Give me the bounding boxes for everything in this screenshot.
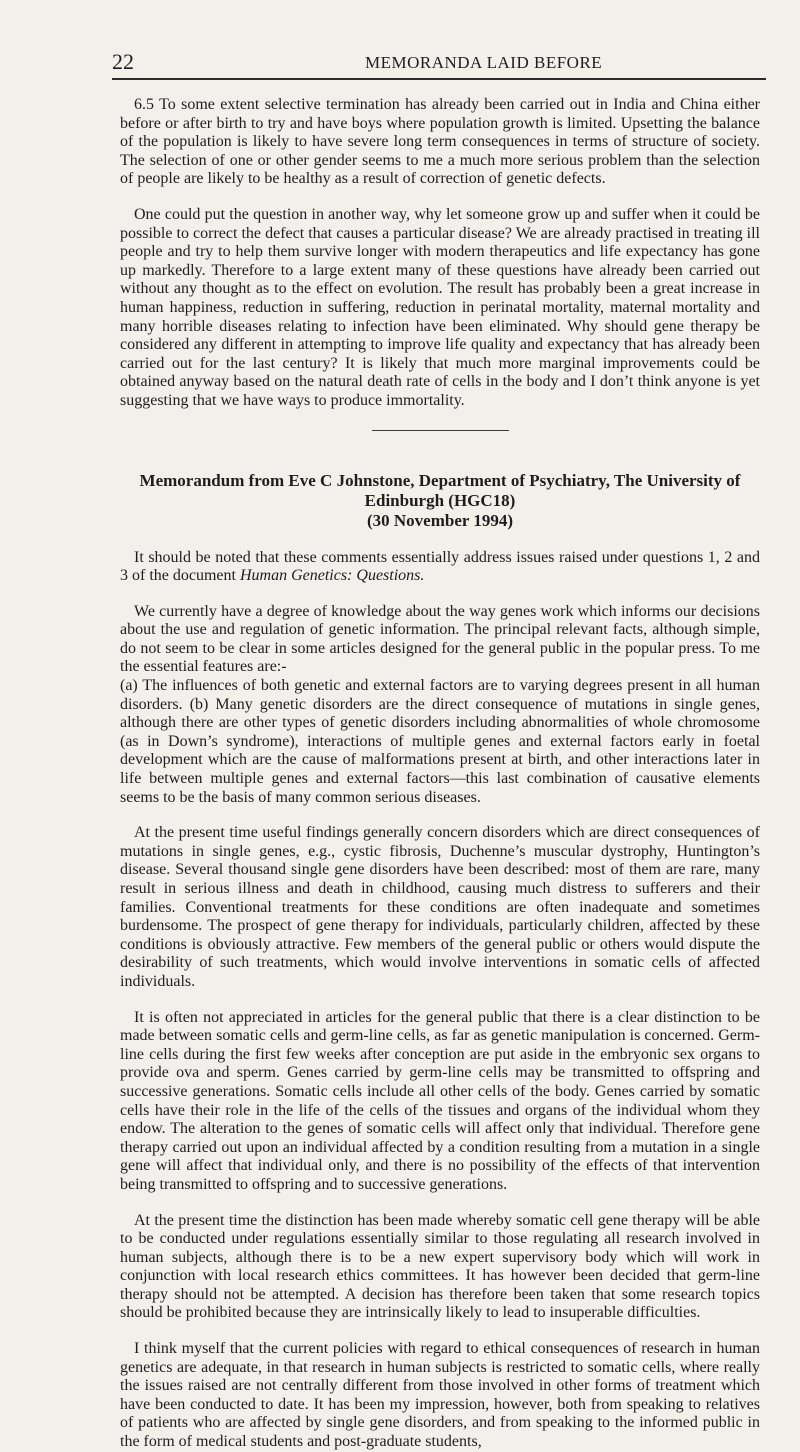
paragraph: At the present time the distinction has been made whereby somatic cell gene therapy will be able to be conducted under regulations essentially similar to those regulating all research involved in human subjects, although there is to be a new expert supervisory body which will work in conjunction with local research ethics committees. It has however been decided that germ-line therapy should not be attempted. A decision has therefore been taken that some research topics should be prohibited because they are intrinsically likely to lead to insuperable difficulties. [120,1211,760,1322]
paragraph: It is often not appreciated in articles for the general public that there is a clear distinction to be made between somatic cells and germ-line cells, as far as genetic manipulation is concerned. Germ-line cells during the first few weeks after conception are put aside in the embryonic sex organs to provide ova and sperm. Genes carried by germ-line cells may be transmitted to offspring and successive generations. Somatic cells include all other cells of the body. Genes carried by somatic cells have their role in the life of the cells of the tissues and organs of the individual whom they endow. The alteration to the genes of somatic cells will affect only that individual. Therefore gene therapy carried out upon an individual affected by a condition resulting from a mutation in a single gene will affect that individual only, and there is no possibility of the effects of that intervention being transmitted to offspring and to successive generations. [120,1008,760,1193]
running-head: MEMORANDA LAID BEFORE [365,53,603,72]
document-title: Human Genetics: Questions. [239,567,425,585]
header-rule [112,78,766,80]
paragraph: One could put the question in another way, why let someone grow up and suffer when it could be possible to correct the defect that causes a particular disease? We are already practised in treating ill people and try to help them survive longer with modern therapeutics and life expectancy has gone up markedly. Therefore to a large extent many of these questions have already been carried out without any thought as to the effect on evolution. The result has probably been a great increase in human happiness, reduction in suffering, reduction in perinatal mortality, maternal mortality and many horrible diseases relating to infection have been eliminated. Why should gene therapy be considered any different in attempting to improve life quality and expectancy that has already been carried out for the last century? It is likely that much more marginal improvements could be obtained anyway based on the natural death rate of cells in the body and I don’t think anyone is yet suggesting that we have ways to produce immortality. [120,205,760,409]
paragraph-6-5: 6.5 To some extent selective termination has already been carried out in India and China either before or after birth to try and have boys where population growth is limited. Upsetting the balance of the population is likely to have severe long term consequences in terms of structure of society. The selection of one or other gender seems to me a much more serious problem than the selection of people are likely to be healthy as a result of correction of genetic defects. [120,96,760,188]
page-header [112,50,766,84]
page-number: 22 [112,49,134,74]
section-divider [372,430,509,431]
memorandum-date: (30 November 1994) [366,510,514,530]
paragraph: (a) The influences of both genetic and external factors are to varying degrees present in all human disorders. (b) Many genetic disorders are the direct consequence of mutations in single genes, although there are other types of genetic disorders including abnormalities of whole chromosome (as in Down’s syndrome), interactions of multiple genes and external factors early in foetal development which are the cause of malformations present at birth, and other interactions later in life between multiple genes and external factors—this last combination of causative elements seems to be the basis of many common serious diseases. [120,677,760,806]
paragraph-text: It should be noted that these comments essentially address issues raised under questions 1, 2 and 3 of the document [120,548,760,585]
paragraph: At the present time useful findings generally concern disorders which are direct consequences of mutations in single genes, e.g., cystic fibrosis, Duchenne’s muscular dystrophy, Huntington’s disease. Several thousand single gene disorders have been described: most of them are rare, many result in serious illness and death in childhood, causing much distress to sufferers and their families. Conventional treatments for these conditions are often inadequate and sometimes burdensome. The prospect of gene therapy for individuals, particularly children, affected by these conditions is obviously attractive. Few members of the general public or others would dispute the desirability of such treatments, which would involve interventions in somatic cells of affected individuals. [120,824,760,990]
paragraph: We currently have a degree of knowledge about the way genes work which informs our decisions about the use and regulation of genetic information. The principal relevant facts, although simple, do not seem to be clear in some articles designed for the general public in the popular press. To me the essential features are:- [120,602,760,676]
body-text [120,96,760,1452]
paragraph [120,549,760,586]
memorandum-title: Memorandum from Eve C Johnstone, Department of Psychiatry, The University of Edinburgh (HGC18) [139,470,741,510]
paragraph: I think myself that the current policies with regard to ethical consequences of research in human genetics are adequate, in that research in human subjects is restricted to somatic cells, where really the issues raised are not centrally different from those involved in other forms of treatment which have been conducted to date. It has been my impression, however, both from speaking to relatives of patients who are affected by single gene disorders, and from speaking to the informed public in the form of medical students and post-graduate students, [120,1340,760,1451]
memorandum-heading [120,471,760,531]
